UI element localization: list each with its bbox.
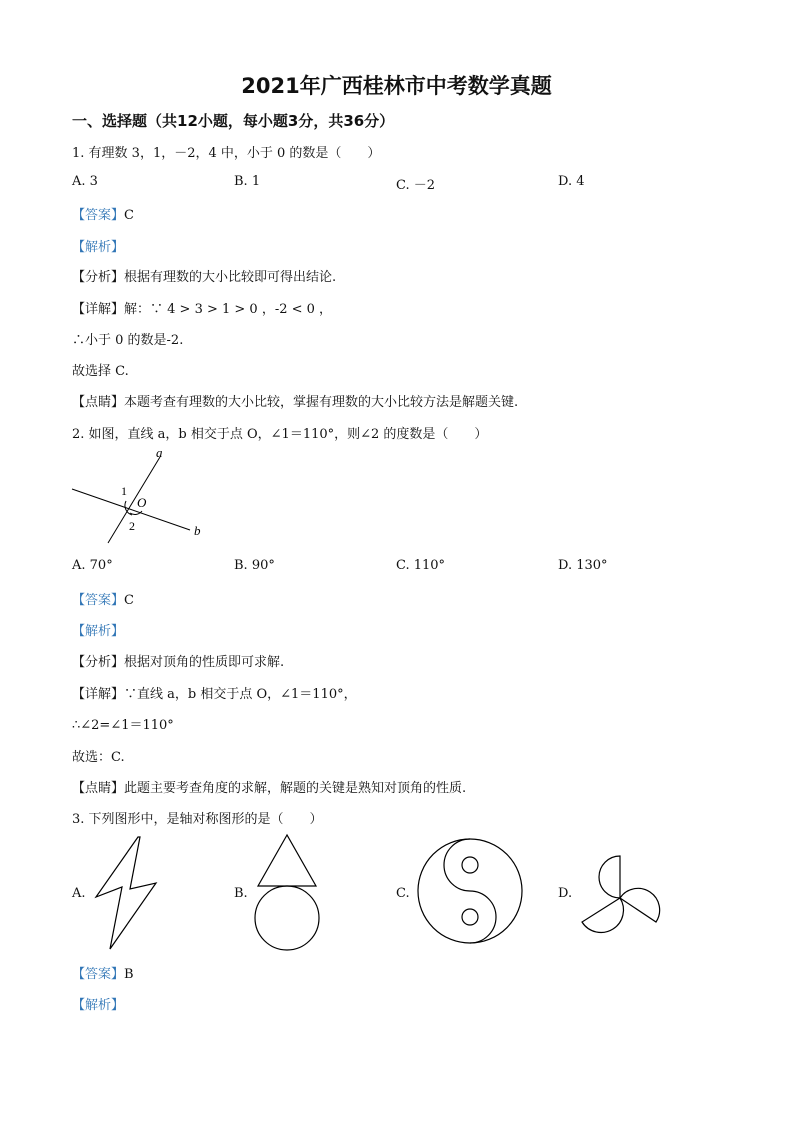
q2-answer	[72, 589, 134, 608]
xiangjie-tag: 【详解】	[72, 687, 125, 702]
answer-tag: 【答案】	[72, 967, 125, 982]
q1-option-c: C. －2	[396, 178, 436, 193]
q1-xiangjie	[72, 298, 332, 317]
dianjing-text: 本题考查有理数的大小比较，掌握有理数的大小比较方法是解题关键.	[124, 395, 519, 410]
dianjing-tag: 【点睛】	[72, 781, 125, 796]
q2-step-2: 故选：C.	[72, 750, 125, 765]
q2-fenxi	[72, 651, 284, 670]
dianjing-text: 此题主要考查角度的求解，解题的关键是熟知对顶角的性质.	[124, 781, 467, 796]
question-3-stem: 3. 下列图形中，是轴对称图形的是（ ）	[72, 812, 323, 827]
label-o: O	[137, 495, 147, 510]
q2-option-c: C. 110°	[396, 558, 446, 573]
dianjing-tag: 【点睛】	[72, 395, 125, 410]
q2-analysis-tag: 【解析】	[72, 624, 125, 639]
q2-dianjing	[72, 777, 466, 796]
q3-option-b: B.	[234, 886, 248, 901]
q2-figure-intersecting-lines	[60, 445, 220, 545]
lightning-bolt-figure	[90, 835, 162, 953]
answer-value: C	[124, 208, 134, 223]
fenxi-tag: 【分析】	[72, 270, 125, 285]
answer-tag: 【答案】	[72, 593, 125, 608]
q2-option-b: B. 90°	[234, 558, 275, 573]
section-heading: 一、选择题（共12小题，每小题3分，共36分）	[72, 112, 395, 130]
label-1: 1	[121, 484, 127, 498]
xiangjie-text: ∵直线 a，b 相交于点 O，∠1＝110°，	[124, 687, 357, 702]
question-1-stem: 1. 有理数 3，1，－2，4 中，小于 0 的数是（ ）	[72, 146, 381, 161]
answer-value: C	[124, 593, 134, 608]
q2-step-1: ∴∠2=∠1＝110°	[72, 718, 174, 733]
q3-option-d: D.	[558, 886, 573, 901]
fenxi-text: 根据对顶角的性质即可求解.	[124, 655, 285, 670]
q1-step-2: 故选择 C.	[72, 364, 129, 379]
xiangjie-tag: 【详解】	[72, 302, 125, 317]
xiangjie-text: 解：∵ 4 > 3 > 1 > 0 ，-2 < 0 ，	[124, 302, 333, 317]
q2-option-d: D. 130°	[558, 558, 608, 573]
q1-dianjing	[72, 391, 518, 410]
q3-option-c: C.	[396, 886, 410, 901]
q2-xiangjie	[72, 683, 357, 702]
answer-value: B	[124, 967, 134, 982]
fenxi-tag: 【分析】	[72, 655, 125, 670]
label-b: b	[194, 523, 201, 538]
q1-option-b: B. 1	[234, 174, 261, 189]
page-title: 2021年广西桂林市中考数学真题	[241, 74, 552, 98]
q3-answer	[72, 963, 134, 982]
pinwheel-figure	[572, 846, 668, 938]
q2-option-a: A. 70°	[72, 558, 113, 573]
yin-yang-figure	[414, 835, 526, 947]
q1-option-a: A. 3	[72, 174, 98, 189]
triangle-circle-figure	[252, 832, 326, 954]
label-2: 2	[129, 519, 135, 533]
q1-step-1: ∴小于 0 的数是-2.	[72, 333, 184, 348]
q3-analysis-tag: 【解析】	[72, 998, 125, 1013]
question-2-stem: 2. 如图，直线 a，b 相交于点 O，∠1＝110°，则∠2 的度数是（ ）	[72, 427, 488, 442]
q1-analysis-tag: 【解析】	[72, 240, 125, 255]
q3-option-a: A.	[72, 886, 86, 901]
q1-answer	[72, 204, 134, 223]
label-a: a	[156, 445, 163, 460]
q1-option-d: D. 4	[558, 174, 585, 189]
fenxi-text: 根据有理数的大小比较即可得出结论.	[124, 270, 337, 285]
answer-tag: 【答案】	[72, 208, 125, 223]
q1-fenxi	[72, 266, 336, 285]
